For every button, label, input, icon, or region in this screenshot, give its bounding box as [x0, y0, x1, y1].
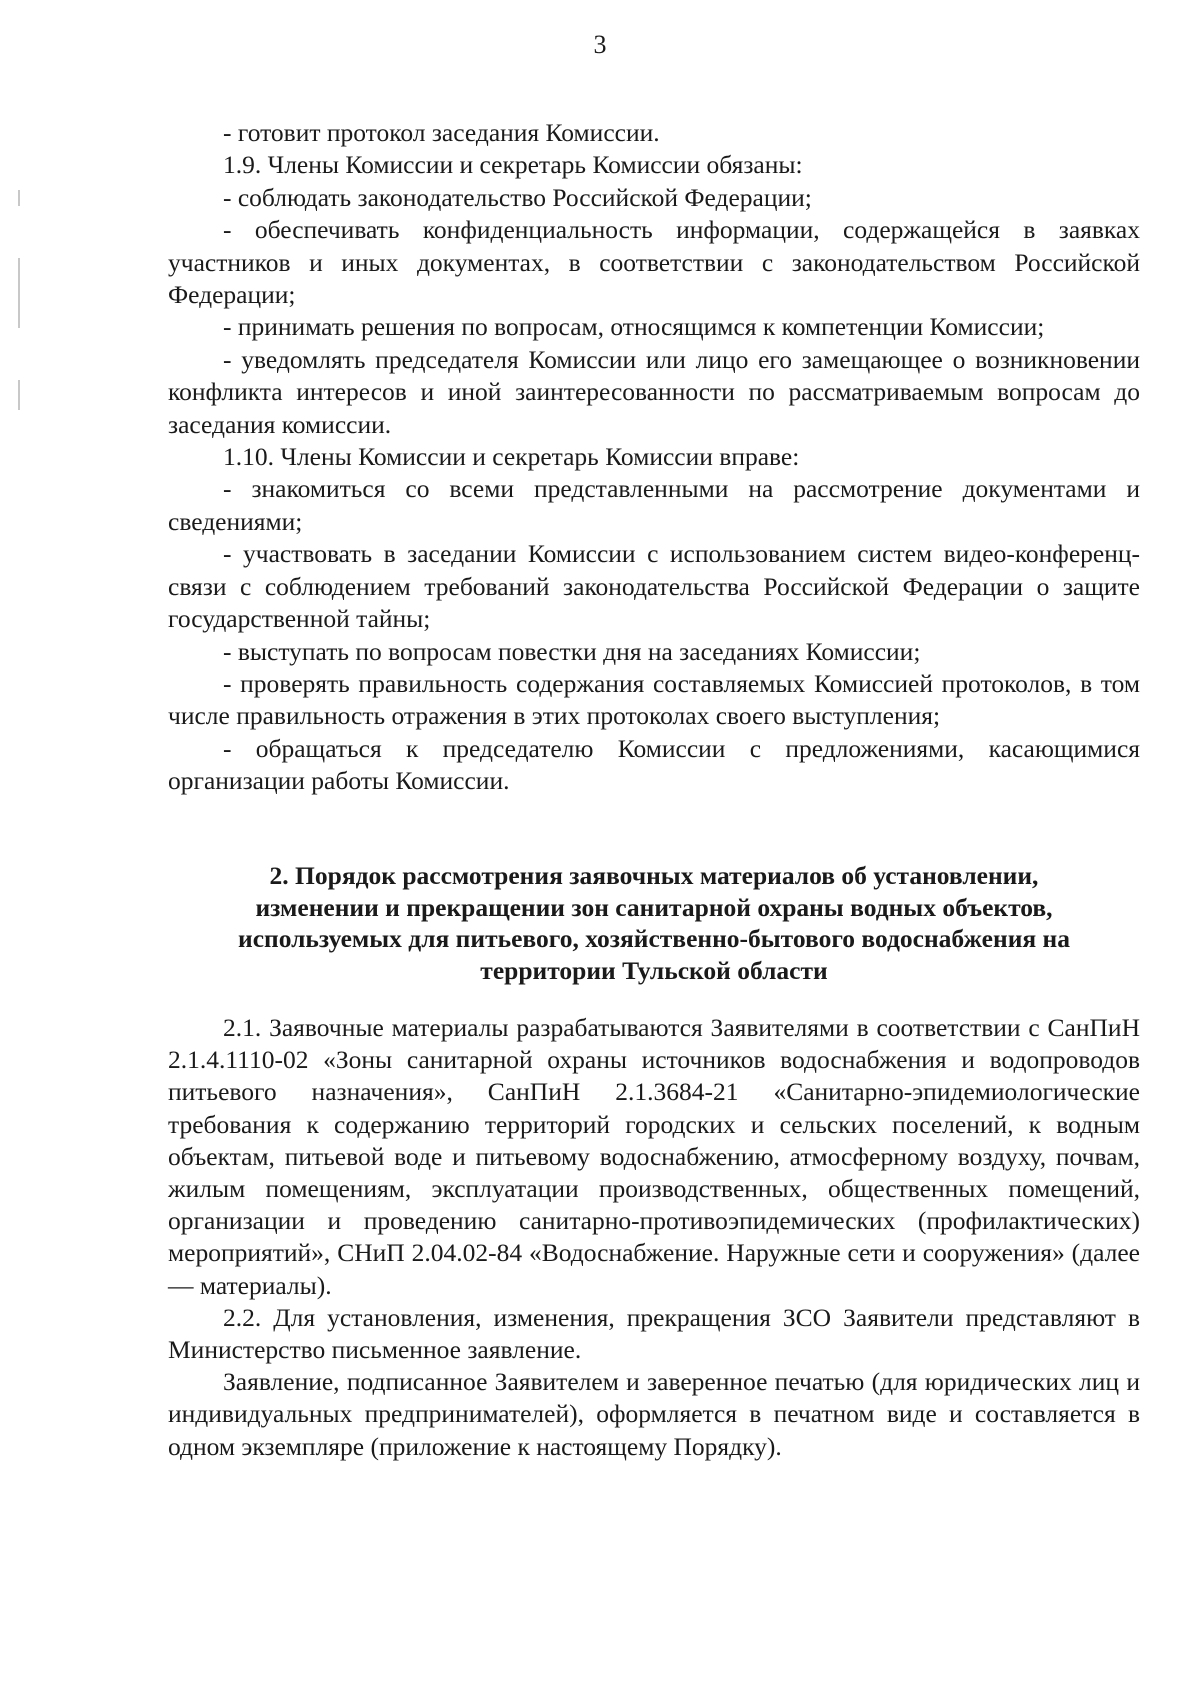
- paragraph: - обеспечивать конфиденциальность информации, содержащейся в заявках участников и иных документах, в соответствии с законодательством Российской Федерации;: [168, 215, 1140, 310]
- scan-margin-mark: [18, 258, 20, 328]
- paragraph: - соблюдать законодательство Российской Федерации;: [223, 182, 812, 212]
- section-1-body: [168, 117, 1140, 798]
- paragraph: 2.2. Для установления, изменения, прекращения ЗСО Заявители представляют в Министерство письменное заявление.: [168, 1302, 1140, 1365]
- heading-line: используемых для питьевого, хозяйственно-бытового водоснабжения на: [238, 924, 1070, 953]
- paragraph: - проверять правильность содержания составляемых Комиссией протоколов, в том числе правильность отражения в этих протоколах своего выступления;: [168, 668, 1140, 731]
- page-number: 3: [593, 30, 607, 59]
- paragraph: 2.1. Заявочные материалы разрабатываются Заявителями в соответствии с СанПиН 2.1.4.1110-02 «Зоны санитарной охраны источников водоснабжения и водопроводов питьевого назначения», СанПиН 2.1.3684-21 «Санитарно-эпидемиологические требования к содержанию территорий городских и сельских поселений, к водным объектам, питьевой воде и питьевому водоснабжению, атмосферному воздуху, почвам, жилым помещениям, эксплуатации производственных, общественных помещений, организации и проведению санитарно-противоэпидемических (профилактических) мероприятий», СНиП 2.04.02-84 «Водоснабжение. Наружные сети и сооружения» (далее — материалы).: [168, 1013, 1140, 1300]
- paragraph: - принимать решения по вопросам, относящимся к компетенции Комиссии;: [223, 312, 1045, 342]
- paragraph: - уведомлять председателя Комиссии или лицо его замещающее о возникновении конфликта интересов и иной заинтересованности по рассматриваемым вопросам до заседания комиссии.: [168, 344, 1140, 439]
- section-2-body: [168, 1012, 1140, 1463]
- paragraph: - знакомиться со всеми представленными на рассмотрение документами и сведениями;: [168, 474, 1140, 536]
- paragraph: - готовит протокол заседания Комиссии.: [223, 118, 660, 147]
- scan-margin-mark: [18, 380, 20, 410]
- paragraph: Заявление, подписанное Заявителем и заверенное печатью (для юридических лиц и индивидуальных предпринимателей), оформляется в печатном виде и составляется в одном экземпляре (приложение к настоящему Порядку).: [168, 1367, 1140, 1461]
- paragraph: - участвовать в заседании Комиссии с использованием систем видео-конференц-связи с соблюдением требований законодательства Российской Федерации о защите государственной тайны;: [168, 539, 1140, 634]
- paragraph: - обращаться к председателю Комиссии с предложениями, касающимися организации работы Комиссии.: [168, 733, 1140, 796]
- heading-line: 2. Порядок рассмотрения заявочных материалов об установлении,: [269, 861, 1039, 890]
- heading-line: территории Тульской области: [480, 955, 828, 985]
- paragraph: 1.10. Члены Комиссии и секретарь Комиссии вправе:: [223, 442, 800, 472]
- paragraph: - выступать по вопросам повестки дня на заседаниях Комиссии;: [223, 636, 921, 666]
- scan-margin-mark: [18, 190, 20, 206]
- section-2-heading: [168, 860, 1140, 986]
- paragraph: 1.9. Члены Комиссии и секретарь Комиссии обязаны:: [223, 150, 803, 180]
- heading-line: изменении и прекращении зон санитарной охраны водных объектов,: [255, 892, 1053, 922]
